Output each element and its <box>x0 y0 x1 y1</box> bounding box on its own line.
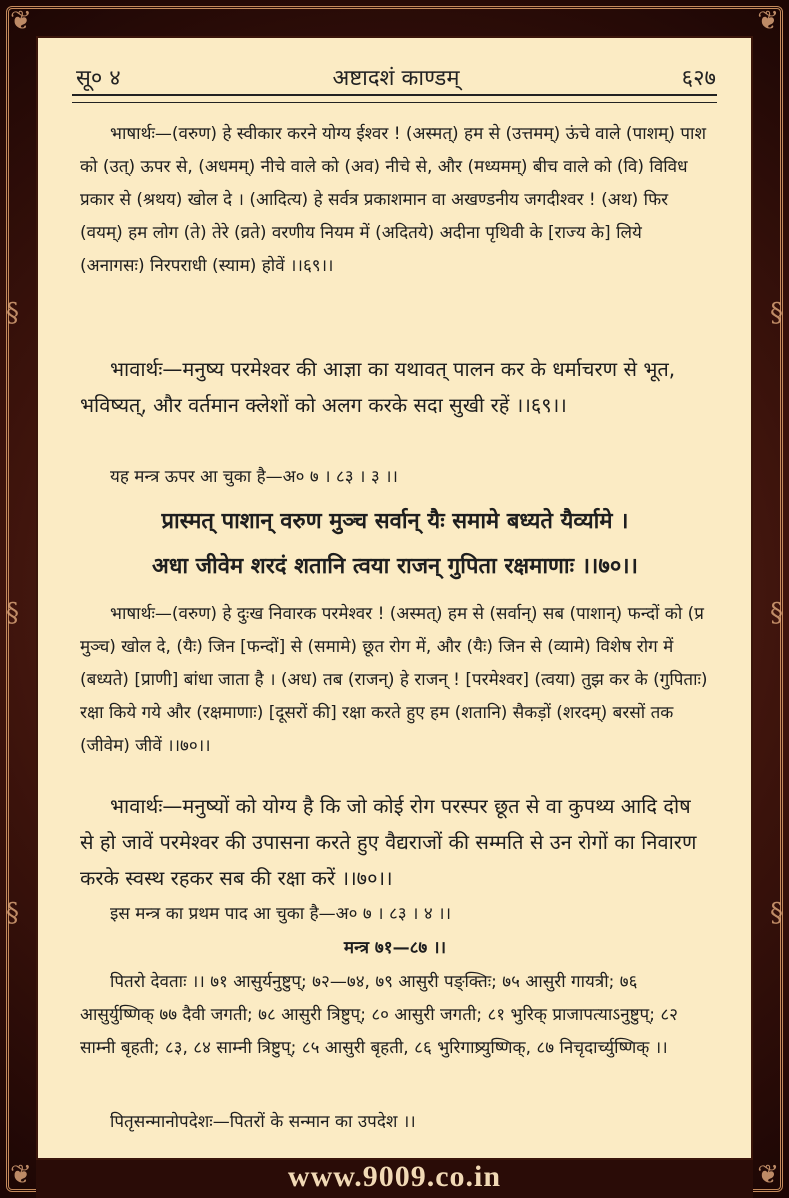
mantra-70-line2: अधा जीवेम शरदं शतानि त्वया राजन् गुपिता रक्षमाणाः ।।७०।। <box>152 554 638 579</box>
side-ornament-left: § <box>6 298 19 328</box>
corner-ornament-bottom-left: ❦ <box>10 1160 32 1190</box>
mantra-70-line1: प्रास्मत् पाशान् वरुण मुञ्च सर्वान् यैः समामे बध्यते यैर्व्यामे । <box>161 509 629 534</box>
corner-ornament-top-left: ❦ <box>10 6 32 36</box>
website-footer: www.9009.co.in <box>287 1160 502 1193</box>
bhashartha-69: भाषार्थः—(वरुण) हे स्वीकार करने योग्य ईश्वर ! (अस्मत्) हम से (उत्तमम्) ऊंचे वाले (पाशम्) पाश को (उत्) ऊपर से, (अधमम्) नीचे वाले को (अव) नीचे से, और (मध्यमम्) बीच वाले को (वि) विविध प्रकार से (श्रथय) खोल दे । (आदित्य) हे सर्वत्र प्रकाशमान वा अखण्डनीय जगदीश्वर ! (अथ) फिर (वयम्) हम लोग (ते) तेरे (व्रते) वरणीय नियम में (अदितये) अदीना पृथिवी के [राज्य के] लिये (अनागसः) निरपराधी (स्याम) होवें ।।६९।। <box>80 124 707 276</box>
reference-note: यह मन्त्र ऊपर आ चुका है—अ० ७ । ८३ । ३ ।। <box>110 467 398 487</box>
side-ornament-right: § <box>770 298 783 328</box>
side-ornament-left: § <box>6 898 19 928</box>
corner-ornament-bottom-right: ❦ <box>757 1160 779 1190</box>
page-header <box>76 62 716 92</box>
sukta-number: सू० ४ <box>76 66 121 91</box>
bhashartha-70: भाषार्थः—(वरुण) हे दुःख निवारक परमेश्वर ! (अस्मत्) हम से (सर्वान्) सब (पाशान्) फन्दों को (प्र मुञ्च) खोल दे, (यैः) जिन [फन्दों] से (समामे) छूत रोग में, और (यैः) जिन से (व्यामे) विशेष रोग में (बध्यते) [प्राणी] बांधा जाता है । (अध) तब (राजन्) हे राजन् ! [परमेश्वर] (त्वया) तुझ कर के (गुपिताः) रक्षा किये गये और (रक्षमाणाः) [दूसरों की] रक्षा करते हुए हम (शतानि) सैकड़ों (शरदम्) बरसों तक (जीवेम) जीवें ।।७०।। <box>80 604 708 756</box>
mantra-range-heading: मन्त्र ७१—८७ ।। <box>343 938 447 958</box>
scanned-page <box>36 36 753 1160</box>
header-rule <box>72 94 717 103</box>
page-number: ६२७ <box>681 66 716 91</box>
bhavartha-70: भावार्थः—मनुष्यों को योग्य है कि जो कोई रोग परस्पर छूत से वा कुपथ्य आदि दोष से हो जावें परमेश्वर की उपासना करते हुए वैद्यराजों की सम्मति से उन रोगों का निवारण करके स्वस्थ रहकर सब की रक्षा करें ।।७०।। <box>80 794 697 890</box>
side-ornament-right: § <box>770 598 783 628</box>
topic-line: पितृसन्मानोपदेशः—पितरों के सन्मान का उपदेश ।। <box>110 1112 416 1132</box>
corner-ornament-top-right: ❦ <box>757 6 779 36</box>
reference-note: इस मन्त्र का प्रथम पाद आ चुका है—अ० ७ । ८३ । ४ ।। <box>110 904 452 924</box>
book-title: अष्टादशं काण्डम् <box>332 66 460 91</box>
side-ornament-right: § <box>770 898 783 928</box>
side-ornament-left: § <box>6 598 19 628</box>
bhavartha-69: भावार्थः—मनुष्य परमेश्वर की आज्ञा का यथावत् पालन कर के धर्माचरण से भूत, भविष्यत्, और वर्तमान क्लेशों को अलग करके सदा सुखी रहें ।।६९।। <box>80 357 676 417</box>
devata-chhanda-list: पितरो देवताः ।। ७१ आसुर्यनुष्टुप्; ७२—७४, ७९ आसुरी पङ्क्तिः; ७५ आसुरी गायत्री; ७६ आसुर्युष्णिक् ७७ दैवी जगती; ७८ आसुरी त्रिष्टुप्; ८० आसुरी जगती; ८१ भुरिक् प्राजापत्याऽनुष्टुप्; ८२ साम्नी बृहती; ८३, ८४ साम्नी त्रिष्टुप्; ८५ आसुरी बृहती, ८६ भुरिगाष्र्युष्णिक्, ८७ निचृदार्च्युष्णिक् ।। <box>80 972 679 1058</box>
